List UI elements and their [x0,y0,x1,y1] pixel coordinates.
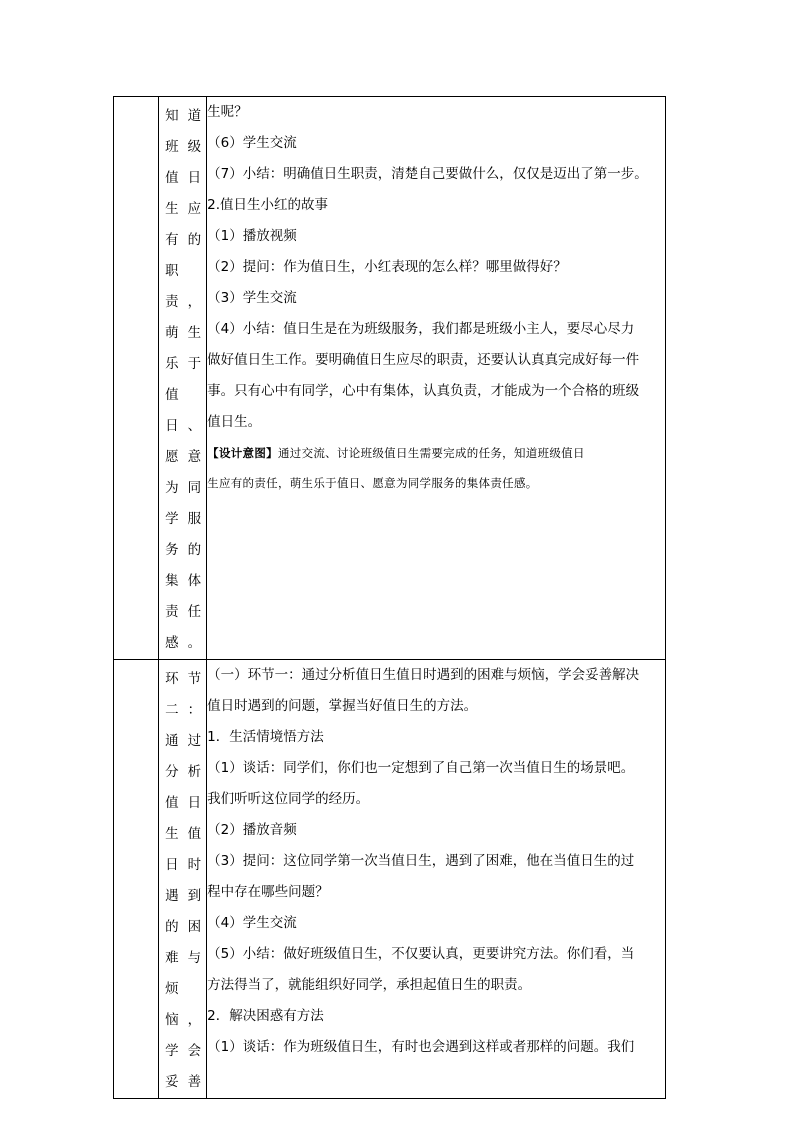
objective-line: 集 体 [165,573,203,589]
objective-line: 的 困 [165,919,203,935]
table-row [114,660,666,1099]
objective-line: 难 与 [165,950,203,966]
objective-line: 妥 善 [165,1074,203,1090]
design-intent [207,438,665,498]
activity-line: （6）学生交流 [207,135,297,151]
objective-text [159,97,206,659]
objective-line: 乐 于 [165,356,203,372]
activity-line: 1．生活情境悟方法 [207,729,324,745]
design-intent-line [207,438,665,468]
objective-line: 班 级 [165,139,203,155]
activity-cell [207,97,666,660]
objective-line: 值 日 [165,795,203,811]
design-intent-label: 【设计意图】 [207,446,278,460]
activity-line: 事。只有心中有同学，心中有集体，认真负责，才能成为一个合格的班级 [207,383,640,399]
activity-line: 我们听听这位同学的经历。 [207,791,370,807]
objective-line: 烦恼， [165,981,203,1028]
design-intent-line: 生应有的责任，萌生乐于值日、愿意为同学服务的集体责任感。 [207,476,538,490]
objective-line: 生 值 [165,826,203,842]
activity-line: 程中存在哪些问题？ [207,884,329,900]
objective-line: 遇 到 [165,888,203,904]
design-intent-text: 通过交流、讨论班级值日生需要完成的任务，知道班级值日 [277,446,585,460]
objective-cell [159,660,207,1099]
activity-line: 方法得当了，就能组织好同学，承担起值日生的职责。 [207,977,532,993]
objective-line: 为 同 [165,480,203,496]
stage-cell [114,660,159,1099]
objective-line: 分 析 [165,764,203,780]
activity-line: （4）小结：值日生是在为班级服务，我们都是班级小主人，要尽心尽力 [207,321,635,337]
objective-line: 责 任 [165,604,203,620]
activity-line: 生呢？ [207,104,248,120]
objective-line: 萌 生 [165,325,203,341]
activity-line: （1）谈话：同学们，你们也一定想到了自己第一次当值日生的场景吧。 [207,760,635,776]
objective-line: 有 的 [165,232,203,248]
objective-line: 二： [165,702,203,718]
lesson-plan-table [113,96,666,1099]
objective-line: 学 会 [165,1043,203,1059]
objective-line: 务 的 [165,542,203,558]
table-row [114,97,666,660]
activity-line: 2.值日生小红的故事 [207,197,329,213]
activity-cell [207,660,666,1099]
objective-text [159,660,206,1098]
activity-lines [207,97,665,438]
activity-line: 值日时遇到的问题，掌握当好值日生的方法。 [207,698,478,714]
objective-line: 职责， [165,263,203,310]
objective-line: 环 节 [165,671,203,687]
activity-line: （7）小结：明确值日生职责，清楚自己要做什么，仅仅是迈出了第一步。 [207,166,648,182]
objective-line: 通 过 [165,733,203,749]
objective-line: 值日、 [165,387,203,434]
activity-lines [207,660,665,1063]
activity-line: （一）环节一：通过分析值日生值日时遇到的困难与烦恼，学会妥善解决 [207,667,640,683]
stage-cell [114,97,159,660]
activity-line: 做好值日生工作。要明确值日生应尽的职责，还要认认真真完成好每一件 [207,352,640,368]
activity-line: （1）谈话：作为班级值日生，有时也会遇到这样或者那样的问题。我们 [207,1039,635,1055]
objective-line: 知 道 [165,108,203,124]
activity-line: （1）播放视频 [207,228,297,244]
activity-line: （2）提问：作为值日生，小红表现的怎么样？哪里做得好？ [207,259,567,275]
objective-cell [159,97,207,660]
activity-line: （2）播放音频 [207,822,297,838]
activity-line: （3）学生交流 [207,290,297,306]
objective-line: 愿 意 [165,449,203,465]
objective-line: 感。 [165,635,203,651]
activity-line: 2．解决困惑有方法 [207,1008,324,1024]
objective-line: 生 应 [165,201,203,217]
objective-line: 日 时 [165,857,203,873]
activity-line: 值日生。 [207,414,262,430]
objective-line: 学 服 [165,511,203,527]
objective-line: 值 日 [165,170,203,186]
activity-line: （3）提问：这位同学第一次当值日生，遇到了困难，他在当值日生的过 [207,853,635,869]
activity-line: （5）小结：做好班级值日生，不仅要认真，更要讲究方法。你们看，当 [207,946,635,962]
activity-line: （4）学生交流 [207,915,297,931]
